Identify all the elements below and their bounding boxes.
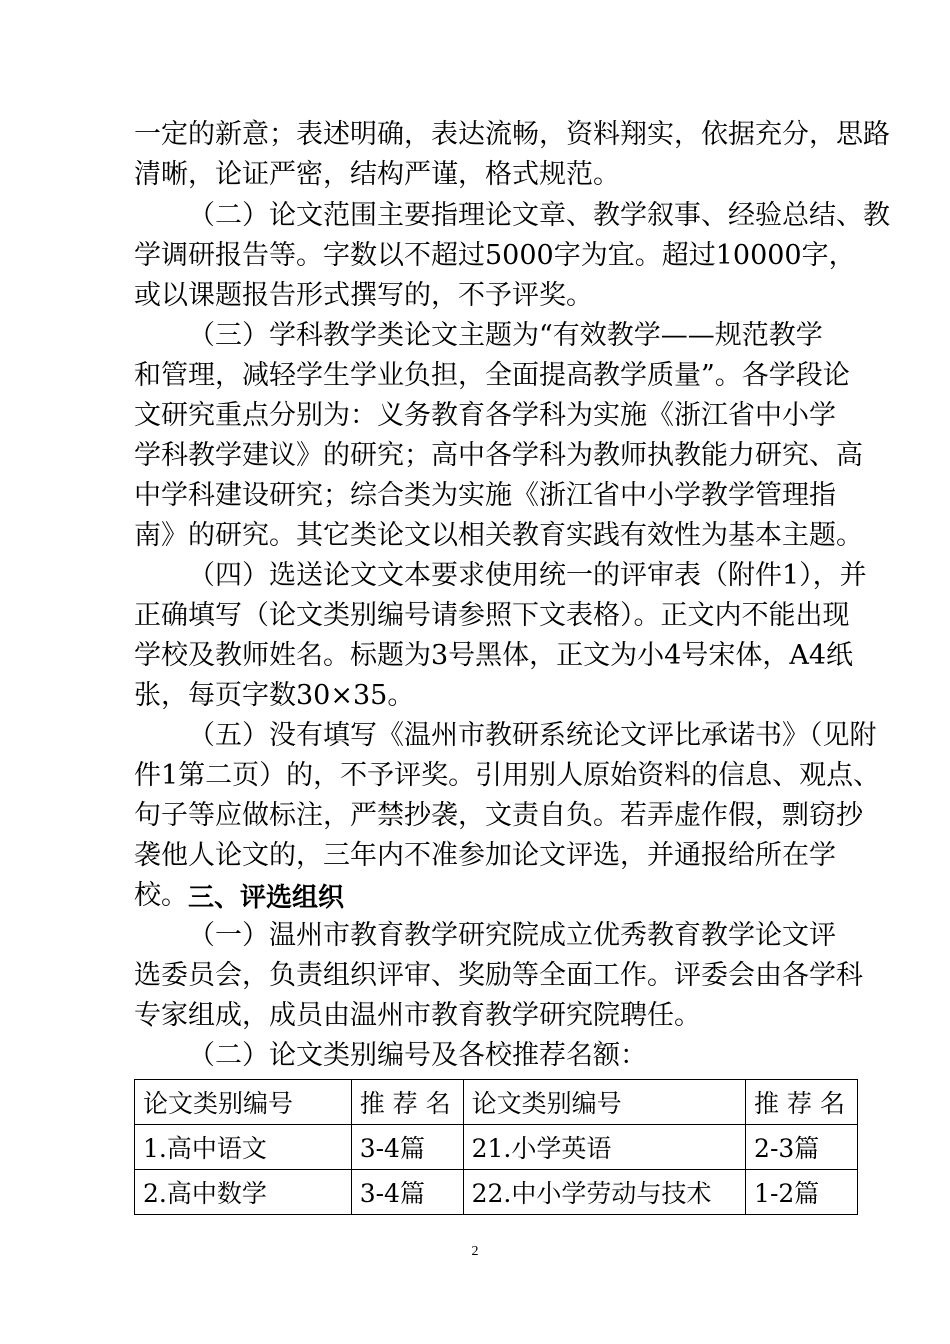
header-cell: 推 荐 名	[351, 1080, 463, 1125]
text-line: 一定的新意；表述明确，表达流畅，资料翔实，依据充分，思路	[134, 119, 890, 150]
text-line: 件1第二页）的，不予评奖。引用别人原始资料的信息、观点、	[134, 760, 881, 791]
text-line: （二）论文类别编号及各校推荐名额：	[188, 1040, 647, 1071]
text-line: 和管理，减轻学生学业负担，全面提高教学质量”。各学段论	[134, 360, 850, 391]
text-line: 专家组成，成员由温州市教育教学研究院聘任。	[134, 1000, 701, 1031]
text-line: 正确填写（论文类别编号请参照下文表格）。正文内不能出现	[134, 600, 850, 631]
text-line: 学校及教师姓名。标题为3号黑体，正文为小4号宋体，A4纸	[134, 640, 854, 671]
header-cell: 推 荐 名	[746, 1080, 858, 1125]
page-number: 2	[471, 1244, 479, 1259]
text-line: 或以课题报告形式撰写的，不予评奖。	[134, 280, 593, 311]
table-row	[135, 1170, 858, 1215]
text-line: 学调研报告等。字数以不超过5000字为宜。超过10000字，	[134, 240, 856, 271]
table-cell: 3-4篇	[351, 1125, 463, 1170]
text-line: 选委员会，负责组织评审、奖励等全面工作。评委会由各学科	[134, 960, 863, 991]
text-line: 中学科建设研究；综合类为实施《浙江省中小学教学管理指	[134, 480, 836, 511]
header-cell: 论文类别编号	[135, 1080, 352, 1125]
table-cell: 21.小学英语	[463, 1125, 745, 1170]
text-line: （三）学科教学类论文主题为“有效教学——规范教学	[188, 320, 823, 351]
text-line: 句子等应做标注，严禁抄袭，文责自负。若弄虚作假，剽窃抄	[134, 800, 863, 831]
text-line: （四）选送论文文本要求使用统一的评审表（附件1），并	[188, 560, 867, 591]
table-cell: 2-3篇	[746, 1125, 858, 1170]
table-header-row	[135, 1080, 858, 1125]
table-cell: 1.高中语文	[135, 1125, 352, 1170]
table-cell: 3-4篇	[351, 1170, 463, 1215]
text-line: 校。	[134, 880, 188, 911]
text-line: （一）温州市教育教学研究院成立优秀教育教学论文评	[188, 920, 836, 951]
table-row	[135, 1125, 858, 1170]
text-line: 南》的研究。其它类论文以相关教育实践有效性为基本主题。	[134, 520, 863, 551]
table-cell: 2.高中数学	[135, 1170, 352, 1215]
category-quota-table	[134, 1079, 858, 1215]
table-cell: 1-2篇	[746, 1170, 858, 1215]
text-line: （五）没有填写《温州市教研系统论文评比承诺书》（见附	[188, 720, 877, 751]
text-line: （二）论文范围主要指理论文章、教学叙事、经验总结、教	[188, 200, 890, 231]
text-line: 学科教学建议》的研究；高中各学科为教师执教能力研究、高	[134, 440, 863, 471]
text-line: 清晰，论证严密，结构严谨，格式规范。	[134, 159, 620, 190]
text-line: 张，每页字数30×35。	[134, 680, 415, 711]
header-cell: 论文类别编号	[463, 1080, 745, 1125]
table-cell: 22.中小学劳动与技术	[463, 1170, 745, 1215]
text-line: 文研究重点分别为：义务教育各学科为实施《浙江省中小学	[134, 400, 836, 431]
section-heading: 三、评选组织	[188, 883, 345, 913]
text-line: 袭他人论文的，三年内不准参加论文评选，并通报给所在学	[134, 840, 836, 871]
